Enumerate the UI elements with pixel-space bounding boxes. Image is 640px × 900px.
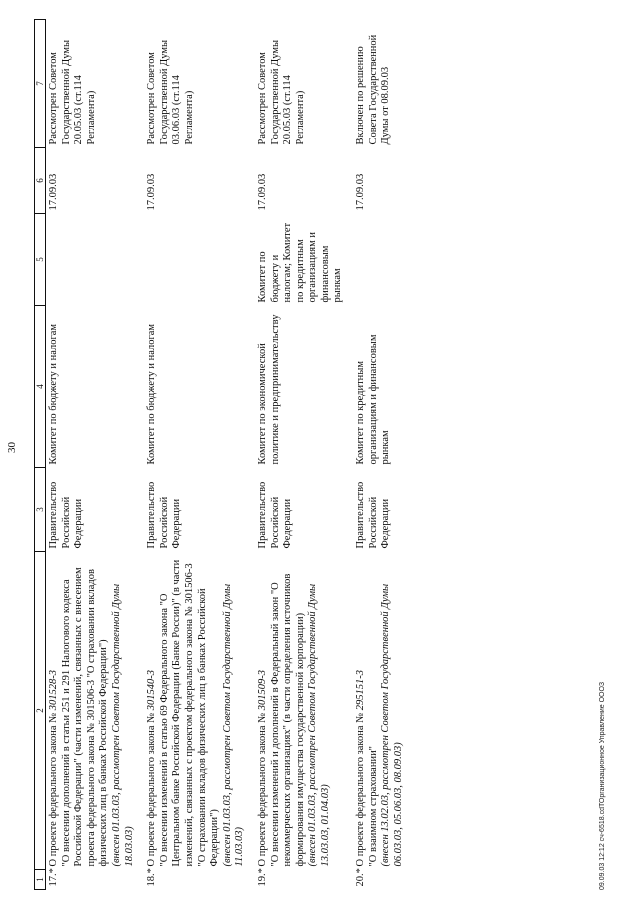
responsible-committee: Комитет по кредитным организациям и финансовым рынкам	[355, 334, 392, 465]
row-number: 20.*	[355, 868, 367, 887]
bill-text: "О внесении изменений и дополнений в Федеральный закон "О некоммерческих организациях" (в части определения источников формирования имущества государственной корпорации)	[269, 573, 306, 867]
row-number: 18.*	[146, 868, 158, 887]
header-cell: 1	[35, 870, 46, 890]
bill-italic-text: 301509-3	[256, 669, 268, 711]
bill-italic-text: (внесен 13.02.03, рассмотрен Советом Государственной Думы 06.03.03, 05.06.03, 08.09.03)	[380, 583, 404, 867]
bill-text: О проекте федерального закона №	[146, 710, 158, 867]
table-row	[46, 20, 145, 890]
row-number: 19.*	[256, 868, 268, 887]
bill-text: О проекте федерального закона №	[256, 710, 268, 867]
bill-text: "О взаимном страховании"	[367, 746, 379, 867]
bill-description	[255, 552, 353, 870]
header-cell: 5	[35, 214, 46, 306]
bill-italic-text: 301540-3	[146, 669, 158, 711]
bill-text: "О внесении дополнений в статьи 251 и 291 Налогового кодекса Российской Федерации" (части изменений, связанных с внесением проекта федерального закона № 301506-3 "О страховании вкладов физических лиц в банках Российской Федерации")	[60, 567, 110, 867]
initiator: Правительство Российской Федерации	[146, 481, 183, 549]
responsible-committee: Комитет по экономической политике и предпринимательству	[256, 314, 281, 465]
header-cell: 3	[35, 468, 46, 552]
bill-italic-text: 301528-3	[48, 669, 59, 711]
bill-text: О проекте федерального закона №	[48, 710, 59, 867]
bill-text: О проекте федерального закона №	[355, 710, 367, 867]
document-table	[34, 20, 584, 890]
note: Рассмотрен Советом Государственной Думы 20.05.03 (ст.114 Регламента)	[48, 39, 97, 145]
table-header-row	[35, 20, 46, 890]
note: Рассмотрен Советом Государственной Думы 20.05.03 (ст.114 Регламента)	[256, 39, 306, 145]
initiator: Правительство Российской Федерации	[256, 481, 294, 549]
document-footer: 09.09.03 12:12 сч-6518.cdТОрганизационное Управление ОООЗ	[599, 681, 606, 890]
row-number: 17.*	[48, 868, 59, 887]
table-row	[353, 20, 413, 890]
responsible-committee: Комитет по бюджету и налогам	[48, 323, 59, 465]
header-cell: 4	[35, 306, 46, 468]
review-date: 17.09.03	[256, 173, 268, 211]
bill-italic-text: (внесен 01.03.03, рассмотрен Советом Государственной Думы 13.03.03, 01.04.03)	[307, 583, 331, 867]
review-date: 17.09.03	[146, 173, 158, 211]
note: Включен по решению Совета Государственной Думы от 08.09.03	[355, 34, 392, 145]
review-date: 17.09.03	[48, 173, 59, 211]
bill-italic-text: (внесен 01.03.03, рассмотрен Советом Государственной Думы 11.03.03)	[221, 583, 246, 867]
initiator: Правительство Российской Федерации	[355, 481, 392, 549]
header-cell: 7	[35, 20, 46, 148]
co-executor	[144, 214, 255, 306]
responsible-committee: Комитет по бюджету и налогам	[146, 323, 158, 465]
table-row	[255, 20, 353, 890]
bill-text: "О внесении изменений в статью 69 Федерального закона "О Центральном банке Российской Федерации (Банке России)" (в части изменений, связанных с проектом федерального закона № 301506-3 "О страховании вкладов физических лиц в банках Российской Федерации")	[158, 559, 221, 867]
bill-description	[144, 552, 255, 870]
co-executor: Комитет по бюджету и налогам; Комитет по кредитным организациям и финансовым рынкам	[256, 222, 344, 303]
co-executor	[46, 214, 145, 306]
header-cell: 6	[35, 148, 46, 214]
note: Рассмотрен Советом Государственной Думы 03.06.03 (ст.114 Регламента)	[146, 39, 195, 145]
bill-italic-text: 295151-3	[355, 669, 367, 711]
page-number: 30	[6, 442, 18, 453]
header-cell: 2	[35, 552, 46, 870]
bill-description	[46, 552, 145, 870]
initiator: Правительство Российской Федерации	[48, 481, 85, 549]
review-date: 17.09.03	[355, 173, 367, 211]
bill-description	[353, 552, 413, 870]
table-row	[144, 20, 255, 890]
co-executor	[353, 214, 413, 306]
bill-italic-text: (внесен 01.03.03, рассмотрен Советом Государственной Думы 18.03.03)	[110, 583, 135, 867]
